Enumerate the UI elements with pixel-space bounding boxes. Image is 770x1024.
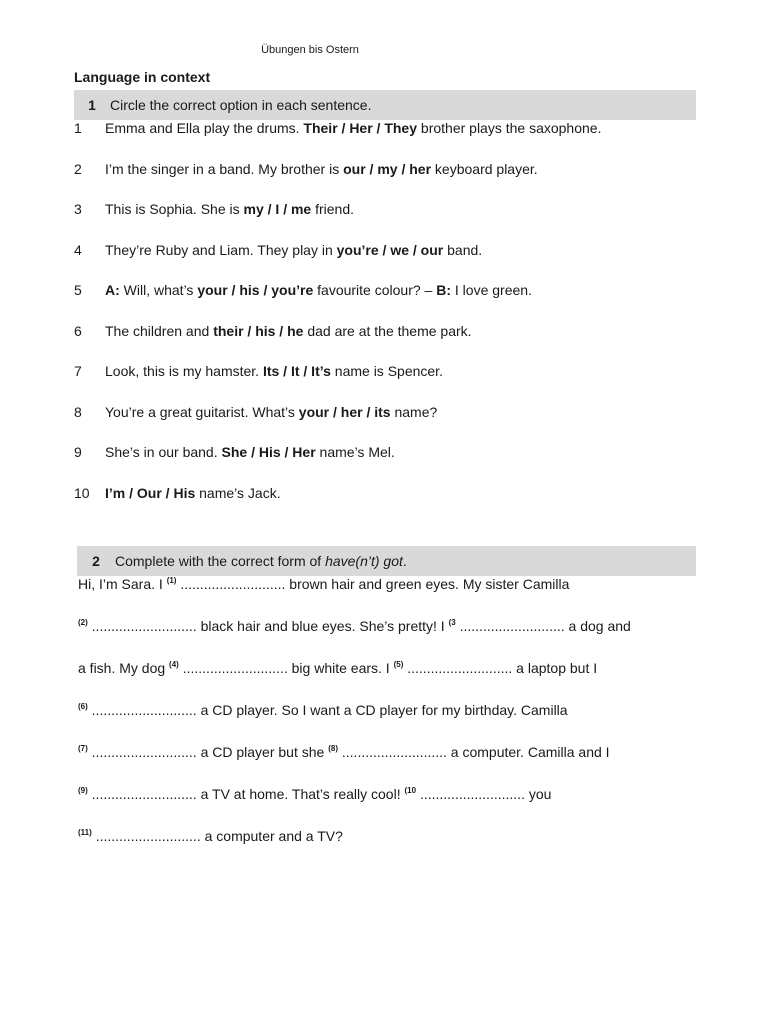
option-set[interactable]: Their / Her / They bbox=[303, 120, 418, 136]
gap-line-5: $^{(7)}$ ........................... a CD player but she $^{(8)}$ ........................... a computer. Camilla and I bbox=[78, 744, 610, 760]
option-set[interactable]: my / I / me bbox=[243, 201, 312, 217]
option-set[interactable]: our / my / her bbox=[343, 160, 432, 177]
sentence-text: I’m the singer in a band. My brother is bbox=[105, 160, 344, 177]
option-set[interactable]: Its / It / It’s bbox=[262, 363, 331, 379]
page-header: Übungen bis Ostern bbox=[261, 44, 359, 56]
gap-blank[interactable]: ........................... bbox=[91, 744, 197, 760]
gap-blank[interactable]: ........................... bbox=[459, 618, 565, 634]
gap-blank[interactable]: ........................... bbox=[91, 702, 197, 718]
gap-marker: (9) bbox=[78, 786, 88, 795]
sentence-text: keyboard player. bbox=[431, 160, 538, 177]
sentence-1 bbox=[74, 120, 704, 161]
sentence-text: name’s Mel. bbox=[315, 444, 395, 460]
sentence-9 bbox=[74, 444, 704, 485]
option-set[interactable]: your / her / its bbox=[298, 403, 391, 420]
sentence-text: I love green. bbox=[451, 282, 532, 298]
gap-blank[interactable]: ........................... bbox=[419, 786, 525, 802]
sentence-number: 1 bbox=[74, 120, 82, 136]
gap-blank[interactable]: ........................... bbox=[341, 744, 447, 760]
gap-blank[interactable]: ........................... bbox=[95, 828, 201, 844]
task-1-number: 1 bbox=[88, 97, 96, 113]
gap-marker: (2) bbox=[78, 618, 88, 627]
gap-blank[interactable]: ........................... bbox=[180, 576, 286, 592]
option-set[interactable]: their / his / he bbox=[213, 322, 304, 339]
sentence-number: 3 bbox=[74, 201, 82, 217]
task-1-sentences bbox=[74, 120, 704, 525]
sentence-text: name’s Jack. bbox=[195, 484, 281, 501]
option-set[interactable]: your / his / you’re bbox=[197, 282, 314, 298]
gap-marker: (5) bbox=[393, 660, 404, 669]
sentence-text: Will, what’s bbox=[119, 282, 198, 298]
sentence-number: 6 bbox=[74, 322, 82, 339]
gap-blank[interactable]: ........................... bbox=[182, 660, 288, 676]
sentence-7 bbox=[74, 363, 704, 404]
sentence-text: They’re Ruby and Liam. They play in bbox=[105, 241, 337, 258]
sentence-number: 4 bbox=[74, 241, 82, 258]
gap-line-1: Hi, I’m Sara. I $^{(1)}$ ........................... brown hair and green eyes. My sister Camilla bbox=[78, 576, 570, 592]
gap-blank[interactable]: ........................... bbox=[91, 618, 197, 634]
gap-line-7: $^{(11)}$ ........................... a computer and a TV? bbox=[78, 828, 343, 844]
speaker-a-label: A: bbox=[105, 282, 120, 298]
gap-line-6: $^{(9)}$ ........................... a TV at home. That’s really cool! $^{(10}$ ........................... you bbox=[78, 786, 552, 802]
gap-blank[interactable]: ........................... bbox=[407, 660, 513, 676]
sentence-number: 2 bbox=[74, 160, 82, 177]
sentence-6 bbox=[74, 323, 704, 364]
sentence-text: The children and bbox=[105, 322, 214, 339]
sentence-2 bbox=[74, 161, 704, 202]
sentence-number: 5 bbox=[74, 282, 82, 298]
gap-marker: (1) bbox=[166, 576, 177, 585]
sentence-text: friend. bbox=[311, 201, 355, 217]
gap-marker: (10 bbox=[404, 786, 417, 795]
sentence-text: She’s in our band. bbox=[105, 444, 222, 460]
sentence-text: Emma and Ella play the drums. bbox=[105, 120, 304, 136]
option-set[interactable]: you’re / we / our bbox=[336, 241, 444, 258]
gap-marker: (4) bbox=[169, 660, 179, 669]
gap-marker: (6) bbox=[78, 702, 88, 711]
sentence-text: Look, this is my hamster. bbox=[105, 363, 263, 379]
gap-marker: (11) bbox=[78, 828, 92, 837]
task-2-number: 2 bbox=[92, 553, 100, 569]
option-set[interactable]: She / His / Her bbox=[221, 444, 316, 460]
gap-marker: (3 bbox=[448, 618, 456, 627]
option-set[interactable]: I’m / Our / His bbox=[105, 484, 196, 501]
sentence-5 bbox=[74, 282, 704, 323]
sentence-text: You’re a great guitarist. What’s bbox=[105, 403, 299, 420]
task-1-header bbox=[74, 90, 696, 120]
sentence-text: name is Spencer. bbox=[330, 363, 443, 379]
sentence-text: favourite colour? – bbox=[313, 282, 437, 298]
sentence-text: band. bbox=[443, 241, 483, 258]
gap-marker: (8) bbox=[328, 744, 338, 753]
gap-marker: (7) bbox=[78, 744, 88, 753]
sentence-4 bbox=[74, 242, 704, 283]
gap-line-4: $^{(6)}$ ........................... a CD player. So I want a CD player for my birthday. Camilla bbox=[78, 702, 568, 718]
sentence-number: 7 bbox=[74, 363, 82, 379]
task-2-instruction: Complete with the correct form of have(n’t) got. bbox=[115, 553, 407, 569]
gap-line-2: $^{(2)}$ ........................... black hair and blue eyes. She’s pretty! I $^{(3}$ ........................... a dog and bbox=[78, 618, 631, 634]
sentence-number: 9 bbox=[74, 444, 82, 460]
sentence-10 bbox=[74, 485, 704, 526]
section-title: Language in context bbox=[74, 69, 211, 85]
sentence-3 bbox=[74, 201, 704, 242]
sentence-text: name? bbox=[390, 403, 438, 420]
sentence-text: brother plays the saxophone. bbox=[417, 120, 602, 136]
sentence-8 bbox=[74, 404, 704, 445]
sentence-number: 10 bbox=[74, 484, 90, 501]
task-1-instruction: Circle the correct option in each sentence. bbox=[110, 97, 372, 113]
sentence-text: dad are at the theme park. bbox=[303, 322, 472, 339]
gap-line-3: a fish. My dog $^{(4)}$ ........................... big white ears. I $^{(5)}$ ........................... a laptop but I bbox=[78, 660, 598, 676]
sentence-text: This is Sophia. She is bbox=[105, 201, 244, 217]
gap-blank[interactable]: ........................... bbox=[91, 786, 197, 802]
speaker-b-label: B: bbox=[436, 282, 451, 298]
sentence-number: 8 bbox=[74, 403, 82, 420]
task-2-header bbox=[77, 546, 696, 576]
